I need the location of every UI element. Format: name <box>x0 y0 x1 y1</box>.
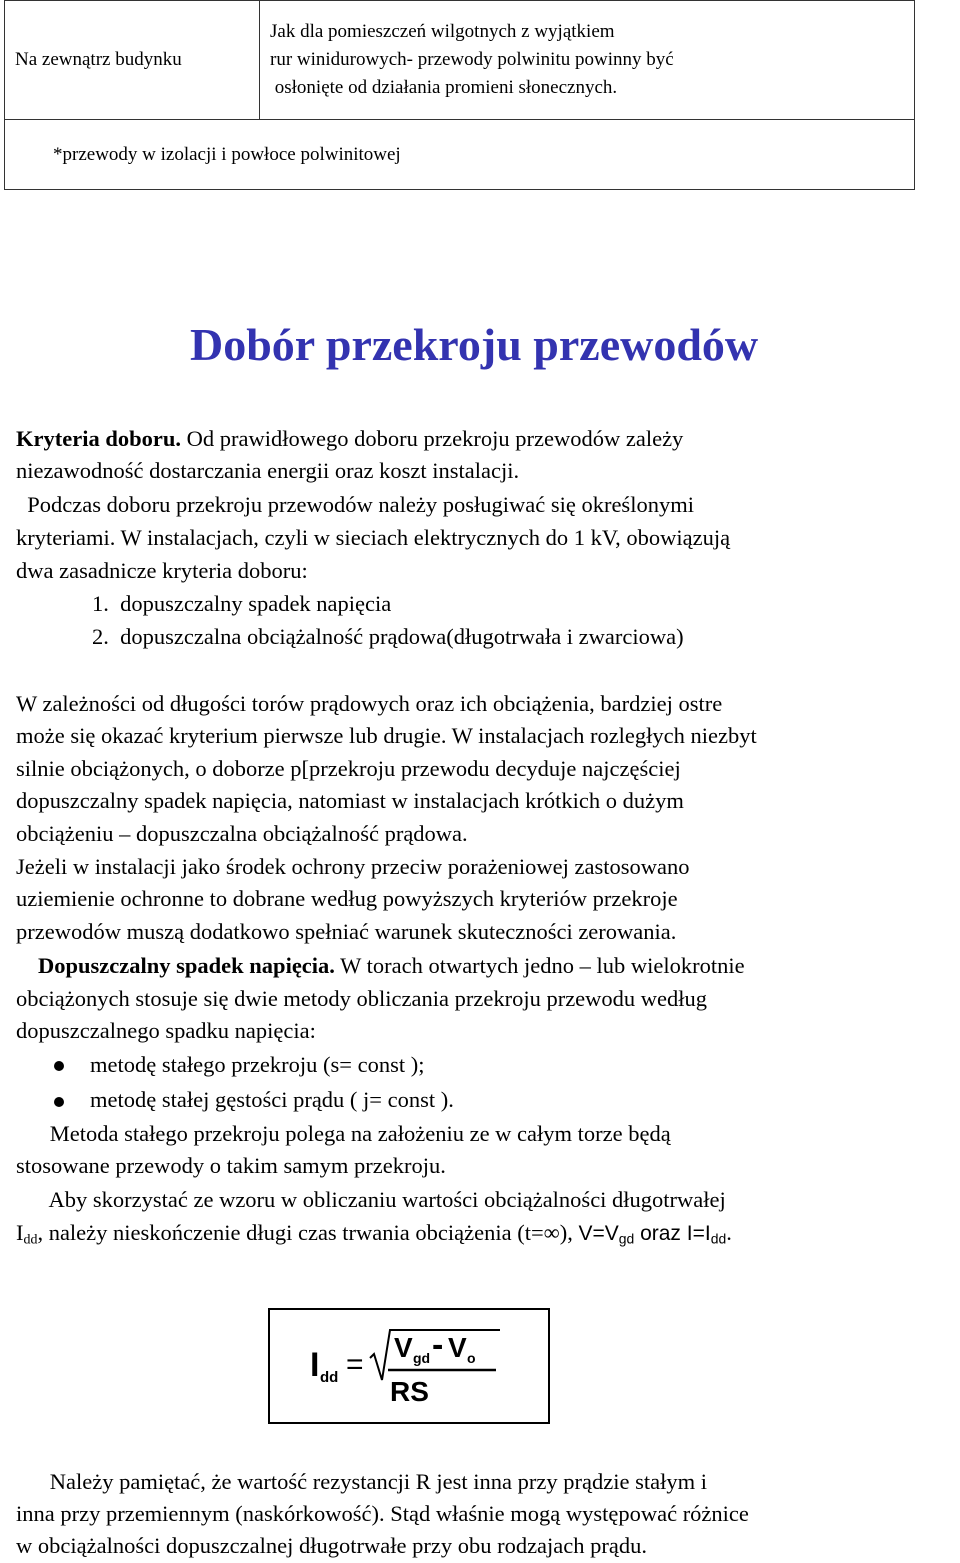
description-line: Jak dla pomieszczeń wilgotnych z wyjątkiem <box>270 21 615 42</box>
current-symbol: I <box>16 1220 24 1245</box>
conjunction-text: oraz <box>634 1222 687 1245</box>
formula-numerator-v1-subscript: gd <box>413 1350 431 1366</box>
formula-numerator-v2-subscript: o <box>467 1350 476 1366</box>
body-line: Jeżeli w instalacji jako środek ochrony przeciw porażeniowej zastosowano <box>16 854 690 879</box>
criteria-line: dwa zasadnicze kryteria doboru: <box>16 558 308 583</box>
bullet-icon <box>54 1061 64 1071</box>
description-line: osłonięte od działania promieni słonecznych. <box>270 77 618 98</box>
table-cell-location <box>5 1 260 120</box>
formula-intro-close: ), <box>559 1220 579 1245</box>
criteria-line <box>16 424 683 454</box>
method-line: Metoda stałego przekroju polega na założeniu ze w całym torze będą <box>16 1121 671 1146</box>
body-line: dopuszczalny spadek napięcia, natomiast w instalacjach krótkich o dużym <box>16 788 684 813</box>
formula-numerator-v2: V <box>448 1332 467 1363</box>
voltage-drop-title: Dopuszczalny spadek napięcia. <box>38 953 335 978</box>
conditions-table <box>4 0 915 190</box>
sentence-end: . <box>726 1220 732 1245</box>
voltage-drop-line: dopuszczalnego spadku napięcia: <box>16 1018 316 1043</box>
closing-line: Należy pamiętać, że wartość rezystancji R jest inna przy prądzie stałym i <box>16 1469 707 1494</box>
criteria-title: Kryteria doboru. <box>16 426 181 451</box>
body-line: przewodów muszą dodatkowo spełniać warunek skuteczności zerowania. <box>16 919 677 944</box>
method-bullet-item: metodę stałego przekroju (s= const ); <box>90 1052 425 1077</box>
formula-minus: - <box>432 1326 444 1364</box>
criteria-line: kryteriami. W instalacjach, czyli w sieciach elektrycznych do 1 kV, obowiązują <box>16 525 731 550</box>
voltage-drop-text: W torach otwartych jedno – lub wielokrotnie <box>334 953 745 978</box>
body-line: może się okazać kryterium pierwsze lub drugie. W instalacjach rozległych niezbyt <box>16 723 757 748</box>
formula-box <box>268 1308 550 1424</box>
formula-lhs-subscript: dd <box>320 1369 339 1386</box>
formula-intro-text: , należy nieskończenie długi czas trwania obciążenia (t= <box>37 1220 544 1245</box>
formula-equals: = <box>346 1348 364 1381</box>
current-eq-subscript: dd <box>710 1230 727 1247</box>
body-line: uziemienie ochronne to dobrane według powyższych kryteriów przekroje <box>16 886 678 911</box>
method-bullet-item: metodę stałej gęstości prądu ( j= const ). <box>90 1087 454 1112</box>
current-equation: I=I <box>686 1222 711 1245</box>
criteria-list-item: 1. dopuszczalny spadek napięcia <box>92 591 392 616</box>
voltage-equation: V=V <box>578 1222 619 1245</box>
criteria-list-item: 2. dopuszczalna obciążalność prądowa(długotrwała i zwarciowa) <box>92 624 684 649</box>
body-line: silnie obciążonych, o doborze p[przekroju przewodu decyduje najczęściej <box>16 756 681 781</box>
formula-numerator-v1: V <box>394 1332 413 1363</box>
description-line: rur winidurowych- przewody polwinitu powinny być <box>270 49 674 70</box>
bullet-icon <box>54 1097 64 1107</box>
criteria-line: niezawodność dostarczania energii oraz koszt instalacji. <box>16 458 520 483</box>
current-subscript: dd <box>23 1232 38 1248</box>
closing-line: inna przy przemiennym (naskórkowość). Stąd właśnie mogą występować różnice <box>16 1501 749 1526</box>
formula-intro-line: Aby skorzystać ze wzoru w obliczaniu wartości obciążalności długotrwałej <box>16 1187 726 1212</box>
table-cell-description <box>260 1 915 120</box>
formula-graphic <box>270 1310 548 1422</box>
section-heading: Dobór przekroju przewodów <box>190 319 759 370</box>
criteria-line: Podczas doboru przekroju przewodów należy posługiwać się określonymi <box>16 492 694 517</box>
voltage-drop-line <box>38 951 745 981</box>
formula-lhs: I <box>310 1346 320 1384</box>
closing-line: w obciążalności dopuszczalnej długotrwałe przy obu rodzajach prądu. <box>16 1533 647 1558</box>
location-label: Na zewnątrz budynku <box>15 49 182 70</box>
formula-intro-line <box>16 1218 732 1255</box>
infinity-symbol: ∞ <box>543 1220 560 1245</box>
formula-denominator: RS <box>390 1376 429 1407</box>
voltage-drop-line: obciążonych stosuje się dwie metody obliczania przekroju przewodu według <box>16 986 708 1011</box>
body-line: W zależności od długości torów prądowych oraz ich obciążenia, bardziej ostre <box>16 691 723 716</box>
criteria-text: Od prawidłowego doboru przekroju przewodów zależy <box>180 426 684 451</box>
body-line: obciążeniu – dopuszczalna obciążalność prądowa. <box>16 821 468 846</box>
table-footnote: *przewody w izolacji i powłoce polwinitowej <box>53 143 401 165</box>
table-footnote-cell <box>5 120 915 190</box>
method-line: stosowane przewody o takim samym przekroju. <box>16 1153 446 1178</box>
voltage-subscript: gd <box>618 1230 635 1247</box>
